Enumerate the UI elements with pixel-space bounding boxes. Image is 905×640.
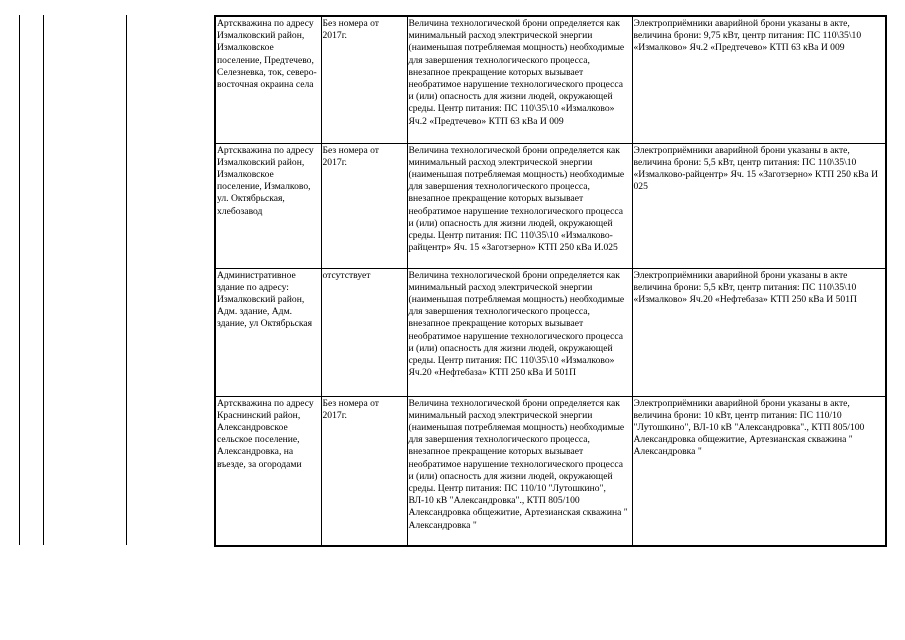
table-row xyxy=(215,16,886,143)
object-cell: Административное здание по адресу: Измалковский район, Адм. здание, Адм. здание, ул Октябрьская xyxy=(215,268,321,396)
act-cell: отсутствует xyxy=(321,268,407,396)
left-border-line xyxy=(19,15,20,545)
emergency-reserve-cell: Электроприёмники аварийной брони указаны в акте, величина брони: 5,5 кВт, центр питания: ПС 110\35\10 «Измалково-райцентр» Яч. 15 «Заготзерно» КТП 250 кВа И 025 xyxy=(632,143,886,268)
tech-reserve-cell: Величина технологической брони определяется как минимальный расход электрической энергии (наименьшая потребляемая мощность) необходимые для завершения технологического процесса, внезапное прекращение которых вызывает необратимое нарушение технологического процесса и (или) опасность для жизни людей, окружающей среды. Центр питания: ПС 110/10 "Лутошкино", ВЛ-10 кВ "Александровка"., КТП 805/100 Александровка общежитие, Артезианская скважина " Александровка " xyxy=(407,396,632,546)
object-cell: Артскважина по адресу Измалковский район, Измалковское поселение, Предтечево, Селезневка, ток, северо-восточная окраина села xyxy=(215,16,321,143)
left-border-line xyxy=(126,15,127,545)
emergency-reserve-cell: Электроприёмники аварийной брони указаны в акте величина брони: 5,5 кВт, центр питания: ПС 110\35\10 «Измалково» Яч.20 «Нефтебаза» КТП 250 кВа И 501П xyxy=(632,268,886,396)
object-cell: Артскважина по адресу Измалковский район, Измалковское поселение, Измалково, ул. Октябрьская, хлебозавод xyxy=(215,143,321,268)
act-cell: Без номера от 2017г. xyxy=(321,16,407,143)
tech-reserve-cell: Величина технологической брони определяется как минимальный расход электрической энергии (наименьшая потребляемая мощность) необходимые для завершения технологического процесса, внезапное прекращение которых вызывает необратимое нарушение технологического процесса и (или) опасность для жизни людей, окружающей среды. Центр питания: ПС 110\35\10 «Измалково» Яч.20 «Нефтебаза» КТП 250 кВа И 501П xyxy=(407,268,632,396)
tech-reserve-cell: Величина технологической брони определяется как минимальный расход электрической энергии (наименьшая потребляемая мощность) необходимые для завершения технологического процесса, внезапное прекращение которых вызывает необратимое нарушение технологического процесса и (или) опасность для жизни людей, окружающей среды. Центр питания: ПС 110\35\10 «Измалково-райцентр» Яч. 15 «Заготзерно» КТП 250 кВа И.025 xyxy=(407,143,632,268)
act-cell: Без номера от 2017г. xyxy=(321,143,407,268)
table-row xyxy=(215,268,886,396)
tech-reserve-cell: Величина технологической брони определяется как минимальный расход электрической энергии (наименьшая потребляемая мощность) необходимые для завершения технологического процесса, внезапное прекращение которых вызывает необратимое нарушение технологического процесса и (или) опасность для жизни людей, окружающей среды. Центр питания: ПС 110\35\10 «Измалково» Яч.2 «Предтечево» КТП 63 кВа И 009 xyxy=(407,16,632,143)
object-cell: Артскважина по адресу Краснинский район, Александровское сельское поселение, Александровка, на въезде, за огородами xyxy=(215,396,321,546)
emergency-reserve-cell: Электроприёмники аварийной брони указаны в акте, величина брони: 9,75 кВт, центр питания: ПС 110\35\10 «Измалково» Яч.2 «Предтечево» КТП 63 кВа И 009 xyxy=(632,16,886,143)
emergency-reserve-cell: Электроприёмники аварийной брони указаны в акте, величина брони: 10 кВт, центр питания: ПС 110/10 "Лутошкино", ВЛ-10 кВ "Александровка"., КТП 805/100 Александровка общежитие, Артезианская скважина " Александровка " xyxy=(632,396,886,546)
left-border-line xyxy=(43,15,44,545)
reserve-table xyxy=(214,15,887,547)
act-cell: Без номера от 2017г. xyxy=(321,396,407,546)
table-row xyxy=(215,143,886,268)
table-row xyxy=(215,396,886,546)
